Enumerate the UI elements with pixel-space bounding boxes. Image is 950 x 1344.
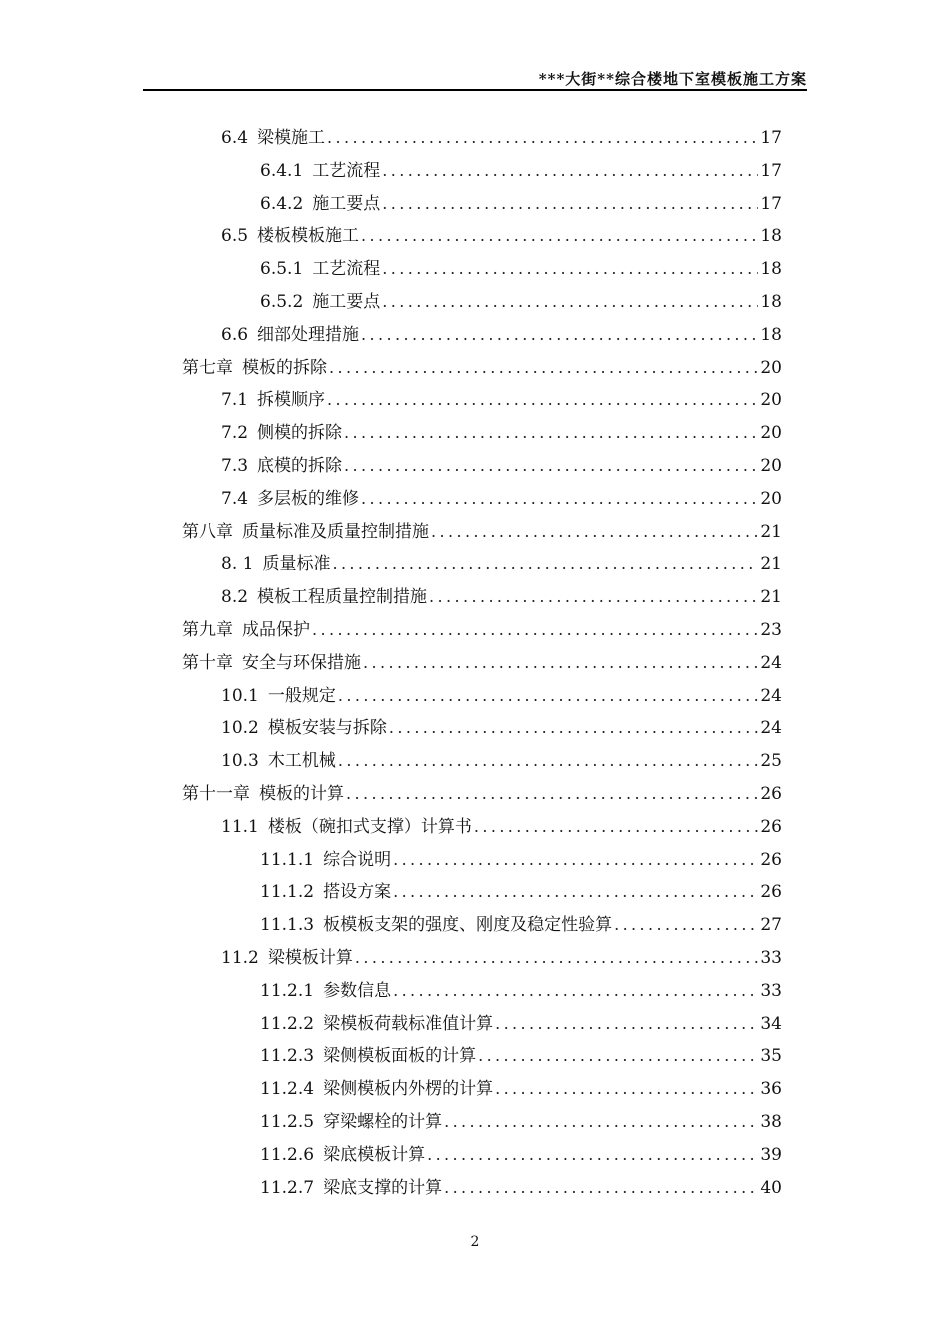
toc-entry-number: 7.3	[221, 455, 249, 476]
toc-entry-number: 10.1	[221, 685, 259, 706]
toc-entry-page-number: 26	[760, 783, 782, 804]
toc-dot-leader	[338, 745, 759, 778]
toc-entry-number: 11.2	[221, 947, 259, 968]
toc-entry-page-number: 21	[760, 554, 782, 575]
toc-entry-number: 11.1.3	[260, 915, 315, 936]
toc-entry-page-number: 36	[760, 1079, 782, 1100]
toc-entry[interactable]	[182, 319, 782, 352]
toc-entry[interactable]	[182, 450, 782, 483]
toc-entry-title: 模板工程质量控制措施	[257, 587, 428, 608]
toc-entry-title: 施工要点	[312, 291, 381, 312]
page-number: 2	[470, 1234, 480, 1250]
toc-entry-page-number: 33	[760, 947, 782, 968]
toc-dot-leader	[338, 680, 759, 713]
toc-entry-number: 第七章	[182, 357, 233, 378]
toc-entry-page-number: 23	[760, 619, 782, 640]
toc-entry[interactable]	[182, 548, 782, 581]
toc-entry-page-number: 27	[760, 915, 782, 936]
toc-entry[interactable]	[182, 811, 782, 844]
toc-entry-page-number: 20	[760, 488, 782, 509]
toc-entry-number: 11.1.2	[260, 882, 315, 903]
toc-entry[interactable]	[182, 975, 782, 1008]
toc-entry-page-number: 17	[760, 193, 782, 214]
toc-entry-title: 木工机械	[267, 751, 336, 772]
toc-entry-title: 多层板的维修	[257, 488, 360, 509]
toc-entry-page-number: 39	[760, 1144, 782, 1165]
toc-entry-page-number: 17	[760, 160, 782, 181]
toc-entry-page-number: 17	[760, 128, 782, 148]
toc-entry-page-number: 33	[760, 980, 782, 1001]
toc-entry[interactable]	[182, 483, 782, 516]
toc-dot-leader	[382, 188, 758, 221]
toc-entry[interactable]	[182, 1106, 782, 1139]
toc-entry[interactable]	[182, 352, 782, 385]
toc-entry-number: 8. 1	[221, 554, 254, 575]
toc-entry[interactable]	[182, 384, 782, 417]
toc-entry-title: 成品保护	[242, 619, 310, 640]
table-of-contents	[182, 122, 782, 1204]
toc-entry-page-number: 34	[760, 1013, 782, 1034]
toc-dot-leader	[614, 909, 758, 942]
toc-entry-number: 6.4	[221, 128, 249, 148]
toc-entry[interactable]	[182, 1040, 782, 1073]
toc-entry-page-number: 25	[760, 751, 782, 772]
toc-entry-title: 梁底支撑的计算	[323, 1177, 443, 1198]
toc-entry[interactable]	[182, 253, 782, 286]
toc-entry-title: 模板的计算	[259, 783, 344, 804]
toc-entry-title: 梁模板计算	[267, 947, 353, 968]
toc-entry-title: 质量标准	[262, 554, 331, 575]
toc-entry-title: 梁侧模板面板的计算	[323, 1046, 477, 1067]
toc-entry-number: 7.4	[221, 488, 249, 509]
toc-entry-number: 11.1.1	[260, 849, 315, 870]
toc-dot-leader	[444, 1106, 758, 1139]
toc-dot-leader	[431, 516, 758, 549]
toc-entry-number: 11.2.1	[260, 980, 315, 1001]
toc-dot-leader	[344, 450, 758, 483]
toc-entry-page-number: 24	[760, 685, 782, 706]
toc-entry[interactable]	[182, 844, 782, 877]
toc-entry-title: 楼板（碗扣式支撑）计算书	[267, 816, 472, 837]
toc-entry-number: 11.2.2	[260, 1013, 315, 1034]
toc-entry[interactable]	[182, 581, 782, 614]
toc-entry-page-number: 20	[760, 390, 782, 411]
toc-dot-leader	[478, 1040, 758, 1073]
toc-dot-leader	[495, 1073, 758, 1106]
toc-entry-title: 板模板支架的强度、刚度及稳定性验算	[323, 915, 613, 936]
toc-entry[interactable]	[182, 614, 782, 647]
toc-entry-title: 拆模顺序	[257, 390, 326, 411]
toc-entry-page-number: 18	[760, 324, 782, 345]
toc-entry-page-number: 18	[760, 259, 782, 280]
toc-entry-number: 10.2	[221, 718, 259, 739]
toc-entry-number: 6.5.1	[260, 259, 304, 280]
toc-dot-leader	[393, 844, 758, 877]
toc-entry[interactable]	[182, 286, 782, 319]
toc-dot-leader	[393, 876, 758, 909]
toc-entry-page-number: 38	[760, 1111, 782, 1132]
toc-entry-title: 施工要点	[312, 193, 381, 214]
toc-dot-leader	[346, 778, 758, 811]
toc-entry[interactable]	[182, 516, 782, 549]
toc-entry[interactable]	[182, 712, 782, 745]
toc-entry-title: 综合说明	[323, 849, 392, 870]
toc-entry-page-number: 20	[760, 423, 782, 444]
toc-entry-number: 11.2.6	[260, 1144, 315, 1165]
toc-entry[interactable]	[182, 778, 782, 811]
toc-entry[interactable]	[182, 1139, 782, 1172]
toc-dot-leader	[355, 942, 759, 975]
toc-entry[interactable]	[182, 745, 782, 778]
toc-entry-title: 参数信息	[323, 980, 392, 1001]
toc-entry-title: 工艺流程	[312, 259, 381, 280]
toc-entry-page-number: 20	[760, 455, 782, 476]
toc-entry[interactable]	[182, 909, 782, 942]
toc-entry-number: 第八章	[182, 521, 233, 542]
toc-entry-page-number: 20	[760, 357, 782, 378]
toc-entry-number: 8.2	[221, 587, 249, 608]
toc-entry[interactable]	[182, 188, 782, 221]
toc-entry[interactable]	[182, 220, 782, 253]
toc-entry[interactable]	[182, 1073, 782, 1106]
toc-entry-title: 楼板模板施工	[257, 226, 360, 247]
toc-entry-title: 侧模的拆除	[257, 423, 343, 444]
toc-dot-leader	[312, 614, 758, 647]
toc-dot-leader	[361, 483, 758, 516]
toc-entry-title: 工艺流程	[312, 160, 381, 181]
toc-entry-number: 11.1	[221, 816, 259, 837]
toc-entry-number: 6.5	[221, 226, 249, 247]
toc-entry[interactable]	[182, 942, 782, 975]
toc-entry-title: 模板安装与拆除	[267, 718, 387, 739]
toc-entry[interactable]	[182, 647, 782, 680]
toc-entry-title: 细部处理措施	[257, 324, 360, 345]
toc-entry-page-number: 18	[760, 226, 782, 247]
toc-entry-page-number: 18	[760, 291, 782, 312]
toc-dot-leader	[429, 581, 758, 614]
toc-entry-number: 第十章	[182, 652, 233, 673]
toc-dot-leader	[332, 548, 758, 581]
toc-entry-title: 穿梁螺栓的计算	[323, 1111, 443, 1132]
toc-dot-leader	[361, 220, 758, 253]
toc-entry-number: 7.1	[221, 390, 249, 411]
toc-dot-leader	[363, 647, 758, 680]
toc-entry[interactable]	[182, 1008, 782, 1041]
toc-entry-number: 6.5.2	[260, 291, 304, 312]
toc-dot-leader	[382, 286, 758, 319]
toc-dot-leader	[382, 155, 758, 188]
toc-entry-title: 梁侧模板内外楞的计算	[323, 1079, 494, 1100]
header-rule	[143, 89, 807, 91]
toc-dot-leader	[474, 811, 759, 844]
toc-entry-page-number: 26	[760, 816, 782, 837]
toc-entry[interactable]	[182, 155, 782, 188]
toc-entry[interactable]	[182, 417, 782, 450]
toc-entry-page-number: 40	[760, 1177, 782, 1198]
toc-entry-number: 11.2.5	[260, 1111, 315, 1132]
toc-entry-number: 11.2.7	[260, 1177, 315, 1198]
toc-entry-number: 第十一章	[182, 783, 250, 804]
toc-entry-page-number: 24	[760, 718, 782, 739]
toc-entry-number: 6.4.2	[260, 193, 304, 214]
toc-entry-page-number: 26	[760, 882, 782, 903]
toc-dot-leader	[344, 417, 758, 450]
toc-entry-title: 梁底模板计算	[323, 1144, 426, 1165]
toc-entry-title: 梁模施工	[257, 128, 326, 148]
toc-entry-number: 10.3	[221, 751, 259, 772]
toc-entry-title: 梁模板荷载标准值计算	[323, 1013, 494, 1034]
toc-dot-leader	[382, 253, 758, 286]
toc-entry-page-number: 21	[760, 587, 782, 608]
toc-entry-page-number: 24	[760, 652, 782, 673]
toc-entry[interactable]	[182, 876, 782, 909]
toc-entry-title: 底模的拆除	[257, 455, 343, 476]
toc-entry[interactable]	[182, 1172, 782, 1205]
toc-entry-page-number: 35	[760, 1046, 782, 1067]
toc-entry-page-number: 26	[760, 849, 782, 870]
toc-dot-leader	[327, 122, 758, 155]
toc-entry-number: 11.2.3	[260, 1046, 315, 1067]
toc-entry-title: 模板的拆除	[242, 357, 327, 378]
toc-entry-title: 安全与环保措施	[242, 652, 361, 673]
toc-entry-number: 11.2.4	[260, 1079, 315, 1100]
toc-entry-title: 一般规定	[267, 685, 336, 706]
toc-entry-title: 质量标准及质量控制措施	[242, 521, 429, 542]
toc-dot-leader	[427, 1139, 758, 1172]
toc-entry-title: 搭设方案	[323, 882, 392, 903]
toc-entry-number: 7.2	[221, 423, 249, 444]
toc-dot-leader	[495, 1008, 758, 1041]
toc-dot-leader	[444, 1172, 758, 1205]
toc-dot-leader	[393, 975, 758, 1008]
toc-dot-leader	[361, 319, 758, 352]
toc-entry[interactable]	[182, 122, 782, 155]
toc-entry-number: 6.4.1	[260, 160, 304, 181]
toc-entry-number: 6.6	[221, 324, 249, 345]
toc-entry[interactable]	[182, 680, 782, 713]
toc-dot-leader	[329, 352, 758, 385]
toc-dot-leader	[389, 712, 759, 745]
running-header-title: ***大街**综合楼地下室模板施工方案	[538, 70, 807, 88]
toc-dot-leader	[327, 384, 758, 417]
toc-entry-page-number: 21	[760, 521, 782, 542]
toc-entry-number: 第九章	[182, 619, 233, 640]
